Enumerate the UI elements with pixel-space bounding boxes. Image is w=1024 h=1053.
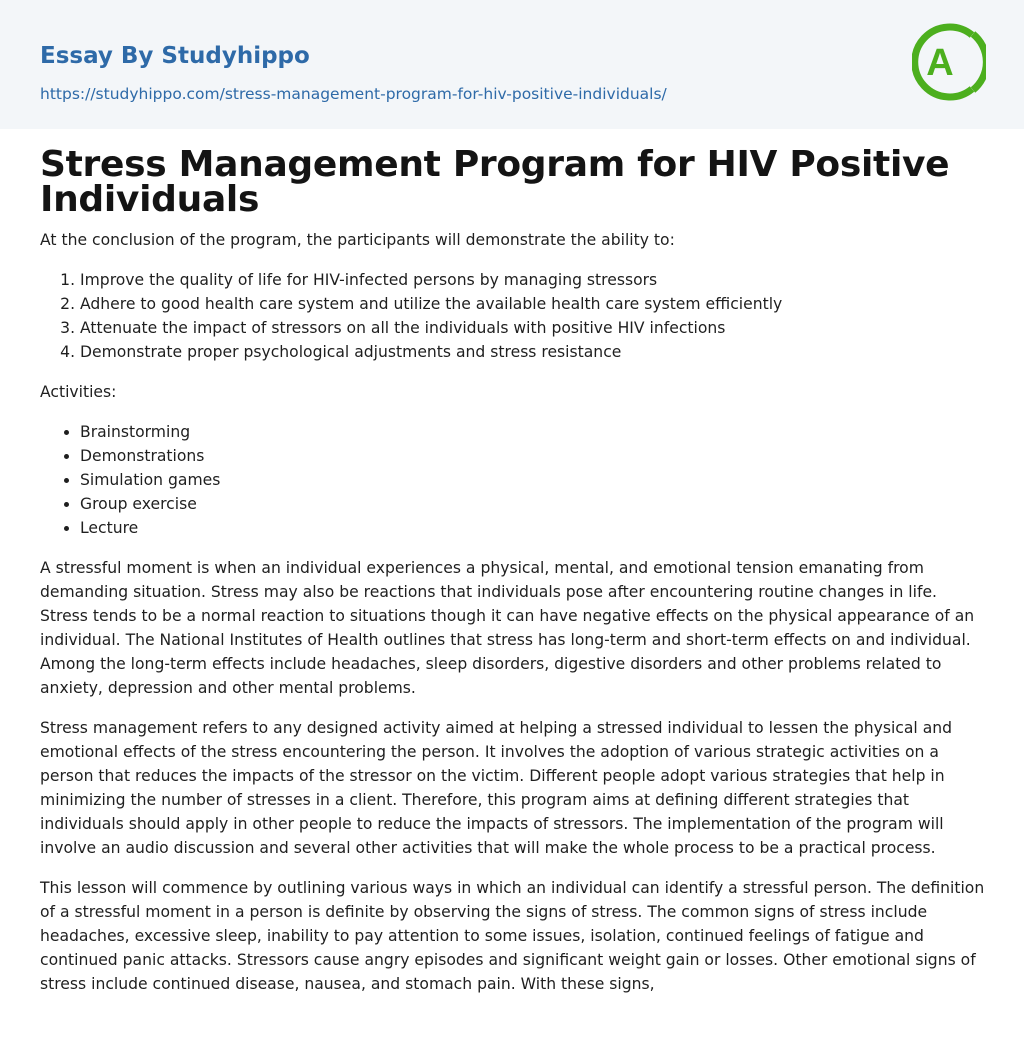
activity-item: • Group exercise xyxy=(80,492,988,516)
body-paragraph: Stress management refers to any designed activity aimed at helping a stressed individual to lessen the physical and emotional effects of the stress encountering the person. It involves the adoption of various strategic activities on a person that reduces the impacts of the stressor on the victim. Different people adopt various strategies that help in minimizing the number of stresses in a client. Therefore, this program aims at defining different strategies that individuals should apply in other people to reduce the impacts of stressors. The implementation of the program will involve an audio discussion and several other activities that will make the whole process to be a practical process. xyxy=(40,719,953,857)
activity-item: • Simulation games xyxy=(80,468,988,492)
activity-item: • Brainstorming xyxy=(80,420,988,444)
body-paragraph: A stressful moment is when an individual experiences a physical, mental, and emotional tension emanating from demanding situation. Stress may also be reactions that individuals pose after encountering routine changes in life. Stress tends to be a normal reaction to situations though it can have negative effects on the physical appearance of an individual. The National Institutes of Health outlines that stress has long-term and short-term effects on and individual. Among the long-term effects include headaches, sleep disorders, digestive disorders and other problems related to anxiety, depression and other mental problems. xyxy=(40,559,975,697)
essay-url-link[interactable]: https://studyhippo.com/stress-management-program-for-hiv-positive-individuals/ xyxy=(40,85,667,103)
activity-item: • Lecture xyxy=(80,516,988,540)
activities-label: Activities: xyxy=(40,383,117,401)
essay-body xyxy=(40,228,988,1012)
essay-title: Stress Management Program for HIV Positive Individuals xyxy=(40,144,950,220)
objective-item: 4. Demonstrate proper psychological adjustments and stress resistance xyxy=(80,340,988,364)
body-paragraph: This lesson will commence by outlining various ways in which an individual can identify a stressful person. The definition of a stressful moment in a person is definite by observing the signs of stress. The common signs of stress include headaches, excessive sleep, inability to pay attention to some issues, isolation, continued feelings of fatigue and continued panic attacks. Stressors cause angry episodes and significant weight gain or losses. Other emotional signs of stress include continued disease, nausea, and stomach pain. With these signs, xyxy=(40,879,985,993)
objectives-list xyxy=(40,268,988,364)
intro-paragraph: At the conclusion of the program, the participants will demonstrate the ability to: xyxy=(40,231,675,249)
objective-item: 3. Attenuate the impact of stressors on all the individuals with positive HIV infections xyxy=(80,316,988,340)
objective-item: 1. Improve the quality of life for HIV-infected persons by managing stressors xyxy=(80,268,988,292)
site-brand[interactable]: Essay By Studyhippo xyxy=(40,43,310,69)
logo-letter: A xyxy=(926,42,954,84)
activity-item: • Demonstrations xyxy=(80,444,988,468)
objective-item: 2. Adhere to good health care system and utilize the available health care system efficiently xyxy=(80,292,988,316)
activities-list xyxy=(40,420,988,540)
